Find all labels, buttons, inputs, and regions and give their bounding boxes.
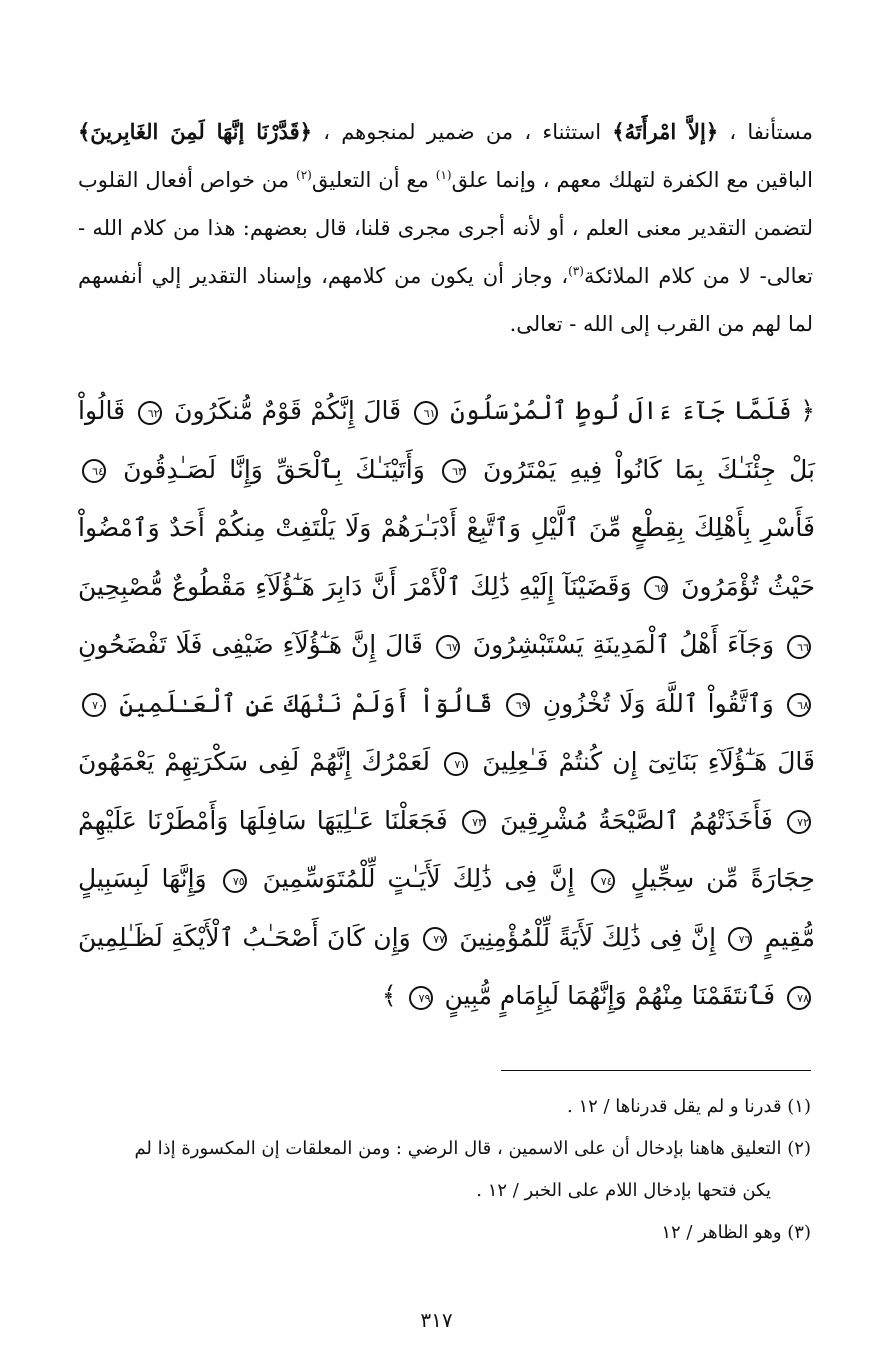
footnote-divider: [501, 1070, 811, 1071]
footnote-1: (١) قدرنا و لم يقل قدرناها / ١٢ .: [567, 1096, 811, 1117]
verse-text: قَالَ إِنَّكُمْ قَوْمٌ مُّنكَرُونَ: [165, 396, 402, 425]
verse-number-marker: ٧٨: [787, 986, 811, 1010]
commentary-text: من خواص أفعال القلوب لتضمن التقدير معنى العلم ، أو لأنه أجرى مجرى قلنا، قال بعضهم: هذا من كلام الله - تعالى- لا من كلام الملائكة: [78, 168, 813, 288]
verse-number-marker: ٦١: [414, 401, 438, 425]
verse-text: وَإِن كَانَ أَصْحَـٰبُ ٱلْأَيْكَةِ لَظَـٰلِمِينَ: [78, 922, 411, 952]
commentary-text: الباقين مع الكفرة لتهلك معهم ، وإنما علق: [451, 168, 813, 192]
verse-number-marker: ٧٥: [223, 869, 247, 893]
verse-text: فَأَسْرِ بِأَهْلِكَ بِقِطْعٍ مِّنَ ٱلَّيْلِ وَٱتَّبِعْ أَدْبَـٰرَهُمْ وَلَا يَلْتَفِتْ مِنكُمْ أَحَدٌ وَٱمْضُواْ حَيْثُ تُؤْمَرُونَ: [78, 513, 816, 601]
verse-number-marker: ٦٢: [138, 401, 162, 425]
verse-text: وَجَآءَ أَهْلُ ٱلْمَدِينَةِ يَسْتَبْشِرُونَ: [463, 630, 775, 659]
verse-number-marker: ٧٩: [409, 986, 433, 1010]
verse-text: فَأَخَذَتْهُمُ ٱلصَّيْحَةُ مُشْرِقِينَ: [489, 805, 773, 835]
verse-number-marker: ٦٦: [787, 635, 811, 659]
footnote-ref[interactable]: (١): [435, 168, 452, 182]
verse-text: قَالَ هَـٰٓؤُلَآءِ بَنَاتِىٓ إِن كُنتُمْ فَـٰعِلِينَ: [472, 747, 816, 776]
commentary-paragraph: [78, 108, 813, 348]
footnote-2-continued: يكن فتحها بإدخال اللام على الخبر / ١٢ .: [476, 1180, 771, 1201]
verse-number-marker: ٦٣: [442, 459, 466, 483]
verse-text: فَجَعَلْنَا عَـٰلِيَهَا سَافِلَهَا وَأَمْطَرْنَا عَلَيْهِمْ حِجَارَةً مِّن سِجِّيلٍ: [78, 805, 815, 893]
verse-number-marker: ٦٤: [82, 459, 106, 483]
footnote-3: (٣) وهو الظاهر / ١٢: [661, 1222, 811, 1243]
verse-number-marker: ٧٦: [728, 927, 752, 951]
verse-number-marker: ٧١: [444, 752, 468, 776]
verse-text: قَالُوٓاْ أَوَلَمْ نَنْهَكَ عَنِ ٱلْعَـٰلَمِينَ: [110, 688, 493, 718]
verse-close-bracket: ﴾: [381, 981, 397, 1010]
verse-number-marker: ٦٧: [436, 635, 460, 659]
verse-number-marker: ٧٢: [787, 810, 811, 834]
verse-number-marker: ٧٤: [591, 869, 615, 893]
verse-text: وَقَضَيْنَآ إِلَيْهِ ذَٰلِكَ ٱلْأَمْرَ أَنَّ دَابِرَ هَـٰٓؤُلَآءِ مَقْطُوعٌ مُّصْبِحِينَ: [78, 571, 632, 601]
verse-number-marker: ٧٣: [462, 810, 486, 834]
verse-text: فَٱنتَقَمْنَا مِنْهُمْ وَإِنَّهُمَا لَبِإِمَامٍ مُّبِينٍ: [436, 981, 776, 1010]
commentary-text: مستأنفا ،: [729, 120, 813, 144]
verse-number-marker: ٧٧: [423, 927, 447, 951]
verse-text: قَالُواْ بَلْ جِئْنَـٰكَ بِمَا كَانُواْ فِيهِ يَمْتَرُونَ: [78, 396, 815, 484]
verse-text: لَعَمْرُكَ إِنَّهُمْ لَفِى سَكْرَتِهِمْ يَعْمَهُونَ: [78, 747, 431, 776]
footnote-2: (٢) التعليق هاهنا بإدخال أن على الاسمين ، قال الرضي : ومن المعلقات إن المكسورة إذا لم: [134, 1138, 811, 1159]
footnotes: [78, 1086, 811, 1254]
verse-text: قَالَ إِنَّ هَـٰٓؤُلَآءِ ضَيْفِى فَلَا تَفْضَحُونِ: [78, 630, 423, 659]
commentary-text: ، وجاز أن يكون من كلامهم، وإسناد التقدير إلي أنفسهم لما لهم من القرب إلى الله - تعالى.: [78, 264, 813, 336]
footnote-ref[interactable]: (٣): [568, 264, 584, 278]
verse-text: ﴿ فَلَمَّا جَآءَ ءَالَ لُوطٍ ٱلْمُرْسَلُونَ: [441, 396, 815, 425]
verse-text: إِنَّ فِى ذَٰلِكَ لَأَيَـٰتٍ لِّلْمُتَوَسِّمِينَ: [250, 864, 575, 893]
quran-quote: ﴿قَدَّرْنَا إنَّهَا لَمِنَ الغَابِرينَ﴾: [78, 119, 312, 144]
quran-quote: ﴿إلاَّ امْرأَتَهُ﴾: [612, 119, 719, 144]
commentary-text: مع أن التعليق: [311, 168, 429, 192]
page-number: ٣١٧: [420, 1308, 453, 1332]
footnote-ref[interactable]: (٢): [296, 168, 312, 182]
verse-number-marker: ٦٨: [787, 693, 811, 717]
verse-number-marker: ٦٥: [644, 576, 668, 600]
verse-text: وَٱتَّقُواْ ٱللَّهَ وَلَا تُخْزُونِ: [533, 688, 774, 718]
commentary-text: استثناء ، من ضمير لمنجوهم ،: [323, 120, 602, 144]
verse-text: وَإِنَّهَا لَبِسَبِيلٍ مُّقِيمٍ: [78, 864, 816, 952]
verse-text: إِنَّ فِى ذَٰلِكَ لَأَيَةً لِّلْمُؤْمِنِينَ: [451, 922, 717, 952]
verse-text: وَأَتَيْنَـٰكَ بِٱلْحَقِّ وَإِنَّا لَصَـٰدِقُونَ: [110, 454, 425, 484]
quran-verses-block: [78, 382, 815, 1026]
verse-number-marker: ٧٠: [82, 693, 106, 717]
verse-number-marker: ٦٩: [506, 693, 530, 717]
